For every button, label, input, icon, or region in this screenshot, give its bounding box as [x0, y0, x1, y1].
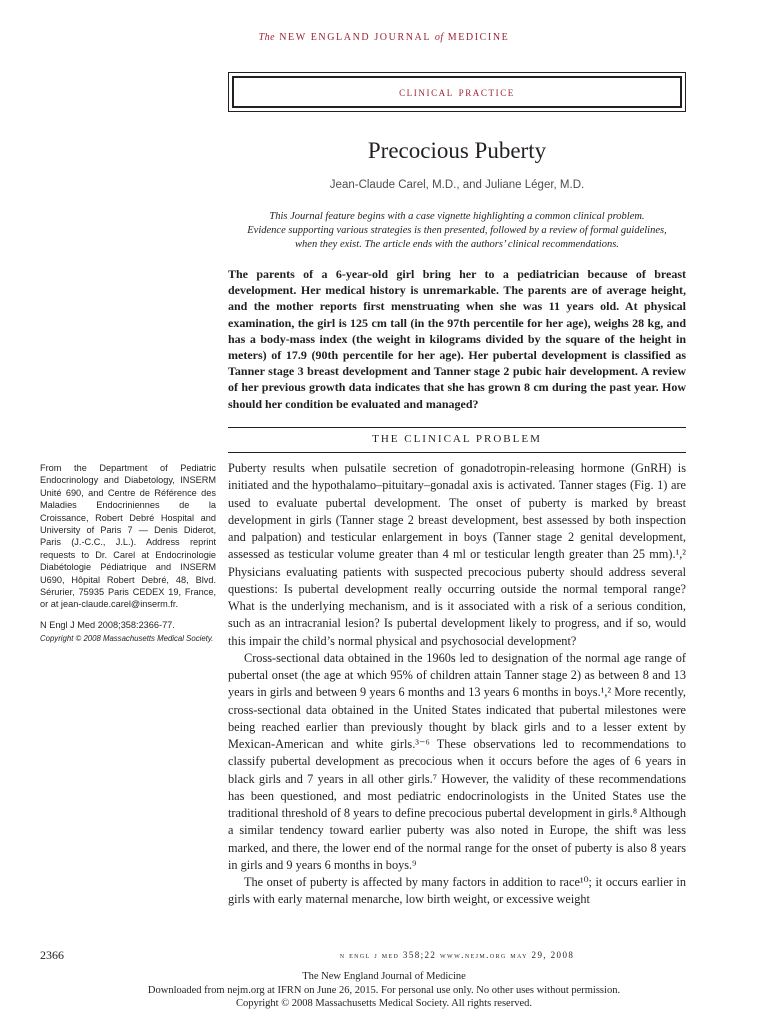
feature-intro: [228, 210, 686, 252]
feature-intro-line: Evidence supporting various strategies is then presented, followed by a review of formal guidelines,: [247, 225, 667, 236]
download-notice-line: Downloaded from nejm.org at IFRN on June 26, 2015. For personal use only. No other uses without permission.: [147, 984, 621, 996]
journal-header: [0, 32, 768, 43]
feature-intro-line: when they exist. The article ends with the authors’ clinical recommendations.: [295, 239, 619, 250]
copyright-notice: Copyright © 2008 Massachusetts Medical Society.: [40, 634, 214, 644]
subhead-rule-bottom: [228, 452, 686, 453]
feature-intro-line: This Journal feature begins with a case vignette highlighting a common clinical problem.: [269, 211, 645, 222]
download-notice-line: The New England Journal of Medicine: [302, 971, 466, 982]
journal-header-name: NEW ENGLAND JOURNAL: [279, 32, 431, 43]
journal-citation: N Engl J Med 2008;358:2366-77.: [40, 619, 175, 630]
section-label-box: [228, 72, 686, 112]
article-authors: Jean-Claude Carel, M.D., and Juliane Léger, M.D.: [329, 179, 585, 191]
page-number: 2366: [40, 948, 64, 962]
body-paragraph: The onset of puberty is affected by many factors in addition to race¹⁰; it occurs earlier in girls with early maternal menarche, low birth weight, or excessive weight: [228, 875, 686, 907]
subhead-rule-top: [228, 427, 686, 428]
download-notice-line: Copyright © 2008 Massachusetts Medical Society. All rights reserved.: [236, 998, 532, 1009]
body-paragraph: Cross-sectional data obtained in the 1960s led to designation of the normal age range of pubertal onset (the age at which 95% of children attain Tanner stage 2) as between 8 and 13 years in girls and between 9 years 6 months and 13 years 6 months in boys.¹,² More recently, cross-sectional data obtained in the United States indicated that pubertal milestones were being reached earlier than previously thought by black girls and to a lesser extent by Mexican-American and white girls.³⁻⁶ These observations led to recommendations to classify pubertal development as precocious when it occurs before the ages of 6 years in black girls and 7 years in all other girls.⁷ However, the validity of these recommendations has been questioned, and most pediatric endocrinologists in the United States use the traditional threshold of 8 years to define precocious pubertal development in girls.⁸ Although a similar tendency toward earlier puberty was also noted in Europe, the shift was less marked, and there, the lower end of the normal range for the onset of puberty is also 8 years in girls and 9 years 6 months in boys.⁹: [228, 650, 686, 872]
journal-header-the: The: [258, 32, 276, 43]
article-title: Precocious Puberty: [367, 138, 547, 163]
section-label-box-inner: [232, 76, 682, 108]
section-label: clinical practice: [399, 84, 515, 99]
author-affiliation: From the Department of Pediatric Endocrinology and Diabetology, INSERM Unité 690, and Centre de Référence des Maladies Endocriniennes de la Croissance, Robert Debré Hospital and University of Paris 7 — Denis Diderot, Paris (J.-C.C., J.L.). Address reprint requests to Dr. Carel at Endocrinologie Diabétologie Pédiatrique and INSERM U690, Hôpital Robert Debré, 48, Blvd. Sérurier, 75935 Paris CEDEX 19, France, or at jean-claude.carel@inserm.fr.: [40, 463, 216, 610]
article-body: [228, 460, 686, 909]
download-notice: [0, 970, 768, 1011]
journal-header-of: of: [434, 32, 444, 43]
page-footer: n engl j med 358;22 www.nejm.org may 29, 2008: [339, 950, 575, 960]
author-sidebar: [40, 462, 216, 646]
case-vignette: The parents of a 6-year-old girl bring her to a pediatrician because of breast development. Her medical history is unremarkable. The parents are of average height, and the mother reports first menstruating when she was 11 years old. At physical examination, the girl is 125 cm tall (in the 97th percentile for her age), weighs 28 kg, and has a body-mass index (the weight in kilograms divided by the square of the height in meters) of 17.9 (90th percentile for her age). Her pubertal development is classified as Tanner stage 3 breast development and Tanner stage 2 pubic hair development. A review of her previous growth data indicates that she has grown 8 cm during the past year. How should her condition be evaluated and managed?: [228, 267, 686, 411]
journal-header-medicine: MEDICINE: [447, 32, 510, 43]
section-subhead: THE CLINICAL PROBLEM: [372, 433, 542, 445]
body-paragraph: Puberty results when pulsatile secretion of gonadotropin-releasing hormone (GnRH) is initiated and the hypothalamo–pituitary–gonadal axis is activated. Tanner stages (Fig. 1) are used to evaluate pubertal development. The onset of puberty is marked by breast development in girls (Tanner stage 2 breast development, best assessed by both inspection and palpation) and testicular enlargement in boys (Tanner stage 2 genital development, assessed as testicular volume greater than 4 ml or testicular length greater than 25 mm).¹,² Physicians evaluating patients with suspected precocious puberty should address several questions: Is pubertal development really occurring outside the normal temporal range? What is the underlying mechanism, and is it associated with a risk of a serious condition, such as an intracranial lesion? Is pubertal development likely to progress, and if so, would this impair the child’s normal physical and psychosocial development?: [228, 461, 686, 648]
